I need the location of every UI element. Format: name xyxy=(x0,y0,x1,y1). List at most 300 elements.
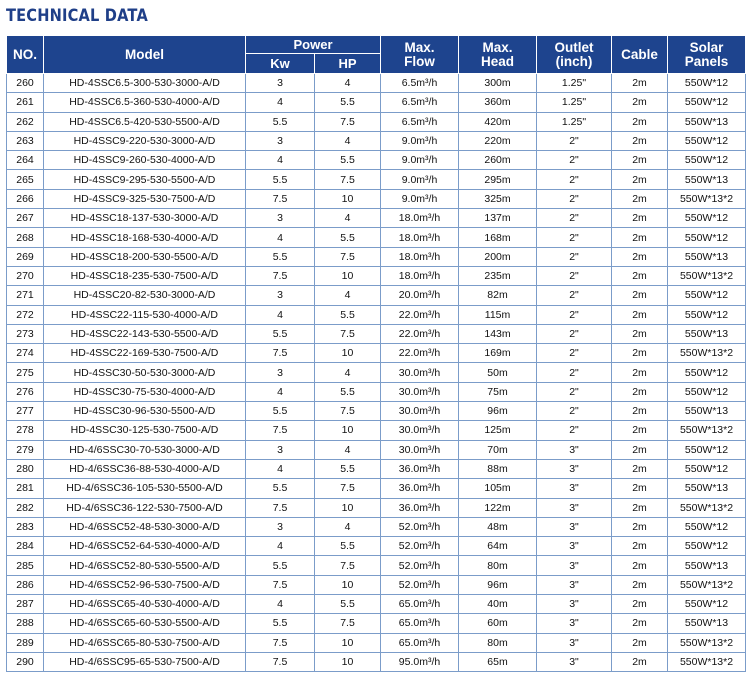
cell-model: HD-4SSC18-235-530-7500-A/D xyxy=(44,266,246,285)
cell-solar-panels: 550W*13 xyxy=(668,324,746,343)
cell-solar-panels: 550W*12 xyxy=(668,382,746,401)
cell-max-head: 65m xyxy=(459,652,537,671)
cell-max-head: 64m xyxy=(459,537,537,556)
cell-no: 281 xyxy=(7,479,44,498)
cell-no: 265 xyxy=(7,170,44,189)
cell-solar-panels: 550W*12 xyxy=(668,93,746,112)
cell-no: 285 xyxy=(7,556,44,575)
cell-no: 282 xyxy=(7,498,44,517)
cell-kw: 7.5 xyxy=(246,189,315,208)
cell-model: HD-4/6SSC95-65-530-7500-A/D xyxy=(44,652,246,671)
cell-solar-panels: 550W*13*2 xyxy=(668,344,746,363)
cell-outlet: 1.25" xyxy=(537,93,612,112)
table-row xyxy=(7,93,746,112)
cell-model: HD-4SSC18-137-530-3000-A/D xyxy=(44,209,246,228)
cell-model: HD-4/6SSC65-80-530-7500-A/D xyxy=(44,633,246,652)
cell-no: 276 xyxy=(7,382,44,401)
cell-hp: 7.5 xyxy=(315,479,381,498)
cell-max-head: 70m xyxy=(459,440,537,459)
cell-cable: 2m xyxy=(612,652,668,671)
cell-kw: 3 xyxy=(246,209,315,228)
table-row xyxy=(7,228,746,247)
cell-hp: 5.5 xyxy=(315,151,381,170)
cell-max-head: 88m xyxy=(459,459,537,478)
cell-max-flow: 65.0m³/h xyxy=(381,595,459,614)
cell-model: HD-4SSC22-143-530-5500-A/D xyxy=(44,324,246,343)
cell-kw: 3 xyxy=(246,440,315,459)
cell-model: HD-4/6SSC52-48-530-3000-A/D xyxy=(44,517,246,536)
cell-solar-panels: 550W*13 xyxy=(668,112,746,131)
cell-kw: 3 xyxy=(246,74,315,93)
col-header-outlet xyxy=(537,36,612,74)
cell-cable: 2m xyxy=(612,382,668,401)
cell-max-head: 115m xyxy=(459,305,537,324)
cell-model: HD-4SSC18-200-530-5500-A/D xyxy=(44,247,246,266)
cell-hp: 5.5 xyxy=(315,459,381,478)
cell-outlet: 3" xyxy=(537,556,612,575)
cell-max-head: 50m xyxy=(459,363,537,382)
cell-hp: 7.5 xyxy=(315,112,381,131)
cell-max-flow: 30.0m³/h xyxy=(381,402,459,421)
col-header-max-flow-line1: Max. xyxy=(404,39,435,55)
table-row xyxy=(7,498,746,517)
cell-max-flow: 9.0m³/h xyxy=(381,151,459,170)
cell-outlet: 3" xyxy=(537,633,612,652)
cell-outlet: 3" xyxy=(537,479,612,498)
col-header-outlet-line1: Outlet xyxy=(554,39,594,55)
cell-outlet: 2" xyxy=(537,247,612,266)
cell-solar-panels: 550W*13*2 xyxy=(668,652,746,671)
cell-kw: 3 xyxy=(246,363,315,382)
cell-cable: 2m xyxy=(612,459,668,478)
cell-outlet: 2" xyxy=(537,228,612,247)
cell-cable: 2m xyxy=(612,286,668,305)
cell-solar-panels: 550W*12 xyxy=(668,286,746,305)
cell-hp: 10 xyxy=(315,266,381,285)
cell-cable: 2m xyxy=(612,324,668,343)
table-row xyxy=(7,575,746,594)
cell-kw: 4 xyxy=(246,459,315,478)
cell-max-head: 48m xyxy=(459,517,537,536)
cell-hp: 10 xyxy=(315,652,381,671)
table-row xyxy=(7,131,746,150)
cell-cable: 2m xyxy=(612,517,668,536)
table-row xyxy=(7,266,746,285)
cell-kw: 5.5 xyxy=(246,402,315,421)
cell-outlet: 2" xyxy=(537,209,612,228)
col-header-hp: HP xyxy=(315,54,381,74)
cell-outlet: 3" xyxy=(537,517,612,536)
cell-model: HD-4/6SSC36-105-530-5500-A/D xyxy=(44,479,246,498)
cell-hp: 5.5 xyxy=(315,537,381,556)
cell-no: 268 xyxy=(7,228,44,247)
cell-model: HD-4/6SSC65-60-530-5500-A/D xyxy=(44,614,246,633)
cell-no: 277 xyxy=(7,402,44,421)
cell-no: 263 xyxy=(7,131,44,150)
cell-no: 272 xyxy=(7,305,44,324)
table-row xyxy=(7,614,746,633)
cell-max-flow: 9.0m³/h xyxy=(381,170,459,189)
col-header-max-flow-line2: Flow xyxy=(404,53,435,69)
cell-hp: 7.5 xyxy=(315,247,381,266)
cell-model: HD-4/6SSC65-40-530-4000-A/D xyxy=(44,595,246,614)
cell-max-flow: 95.0m³/h xyxy=(381,652,459,671)
cell-hp: 4 xyxy=(315,286,381,305)
col-header-model: Model xyxy=(44,36,246,74)
col-header-max-head-line2: Head xyxy=(481,53,515,69)
cell-max-head: 96m xyxy=(459,402,537,421)
cell-outlet: 3" xyxy=(537,498,612,517)
cell-no: 274 xyxy=(7,344,44,363)
cell-max-head: 125m xyxy=(459,421,537,440)
cell-outlet: 2" xyxy=(537,382,612,401)
cell-solar-panels: 550W*13 xyxy=(668,556,746,575)
table-body xyxy=(7,74,746,672)
cell-solar-panels: 550W*13 xyxy=(668,170,746,189)
cell-max-head: 137m xyxy=(459,209,537,228)
cell-hp: 10 xyxy=(315,344,381,363)
cell-no: 289 xyxy=(7,633,44,652)
cell-outlet: 2" xyxy=(537,131,612,150)
cell-model: HD-4SSC30-50-530-3000-A/D xyxy=(44,363,246,382)
cell-max-head: 80m xyxy=(459,633,537,652)
col-header-max-flow xyxy=(381,36,459,74)
cell-outlet: 2" xyxy=(537,421,612,440)
cell-cable: 2m xyxy=(612,247,668,266)
cell-outlet: 3" xyxy=(537,614,612,633)
table-row xyxy=(7,151,746,170)
cell-no: 267 xyxy=(7,209,44,228)
cell-no: 288 xyxy=(7,614,44,633)
cell-max-flow: 30.0m³/h xyxy=(381,363,459,382)
cell-kw: 5.5 xyxy=(246,247,315,266)
cell-no: 270 xyxy=(7,266,44,285)
cell-cable: 2m xyxy=(612,344,668,363)
cell-cable: 2m xyxy=(612,93,668,112)
cell-hp: 5.5 xyxy=(315,93,381,112)
cell-cable: 2m xyxy=(612,170,668,189)
cell-max-flow: 22.0m³/h xyxy=(381,324,459,343)
cell-max-head: 420m xyxy=(459,112,537,131)
cell-no: 286 xyxy=(7,575,44,594)
cell-outlet: 2" xyxy=(537,402,612,421)
cell-no: 279 xyxy=(7,440,44,459)
cell-max-head: 168m xyxy=(459,228,537,247)
table-row xyxy=(7,595,746,614)
cell-hp: 4 xyxy=(315,440,381,459)
col-header-power: Power xyxy=(246,36,381,54)
cell-kw: 4 xyxy=(246,93,315,112)
cell-kw: 4 xyxy=(246,595,315,614)
cell-kw: 7.5 xyxy=(246,633,315,652)
table-row xyxy=(7,537,746,556)
cell-hp: 10 xyxy=(315,189,381,208)
cell-solar-panels: 550W*13*2 xyxy=(668,189,746,208)
cell-solar-panels: 550W*13*2 xyxy=(668,421,746,440)
table-row xyxy=(7,652,746,671)
cell-kw: 5.5 xyxy=(246,479,315,498)
cell-outlet: 1.25" xyxy=(537,112,612,131)
cell-model: HD-4/6SSC36-88-530-4000-A/D xyxy=(44,459,246,478)
cell-max-head: 122m xyxy=(459,498,537,517)
cell-no: 266 xyxy=(7,189,44,208)
cell-no: 284 xyxy=(7,537,44,556)
cell-cable: 2m xyxy=(612,595,668,614)
cell-model: HD-4SSC22-169-530-7500-A/D xyxy=(44,344,246,363)
cell-kw: 7.5 xyxy=(246,344,315,363)
table-row xyxy=(7,363,746,382)
cell-hp: 7.5 xyxy=(315,614,381,633)
cell-model: HD-4SSC30-75-530-4000-A/D xyxy=(44,382,246,401)
cell-cable: 2m xyxy=(612,479,668,498)
cell-no: 273 xyxy=(7,324,44,343)
table-row xyxy=(7,402,746,421)
cell-max-head: 235m xyxy=(459,266,537,285)
cell-model: HD-4/6SSC36-122-530-7500-A/D xyxy=(44,498,246,517)
cell-max-flow: 52.0m³/h xyxy=(381,537,459,556)
cell-outlet: 3" xyxy=(537,595,612,614)
cell-max-head: 300m xyxy=(459,74,537,93)
cell-outlet: 2" xyxy=(537,324,612,343)
technical-data-table xyxy=(6,35,746,672)
cell-hp: 7.5 xyxy=(315,170,381,189)
cell-max-flow: 18.0m³/h xyxy=(381,228,459,247)
cell-cable: 2m xyxy=(612,228,668,247)
cell-hp: 7.5 xyxy=(315,402,381,421)
cell-no: 275 xyxy=(7,363,44,382)
col-header-max-head xyxy=(459,36,537,74)
cell-hp: 4 xyxy=(315,74,381,93)
table-row xyxy=(7,382,746,401)
cell-cable: 2m xyxy=(612,402,668,421)
cell-max-flow: 18.0m³/h xyxy=(381,247,459,266)
cell-max-head: 40m xyxy=(459,595,537,614)
cell-max-flow: 30.0m³/h xyxy=(381,421,459,440)
cell-outlet: 2" xyxy=(537,170,612,189)
cell-max-flow: 52.0m³/h xyxy=(381,556,459,575)
cell-hp: 5.5 xyxy=(315,595,381,614)
cell-solar-panels: 550W*12 xyxy=(668,537,746,556)
cell-hp: 4 xyxy=(315,363,381,382)
cell-model: HD-4SSC6.5-300-530-3000-A/D xyxy=(44,74,246,93)
cell-outlet: 3" xyxy=(537,652,612,671)
cell-cable: 2m xyxy=(612,131,668,150)
cell-cable: 2m xyxy=(612,209,668,228)
cell-outlet: 2" xyxy=(537,189,612,208)
cell-max-flow: 30.0m³/h xyxy=(381,440,459,459)
table-row xyxy=(7,324,746,343)
cell-hp: 5.5 xyxy=(315,305,381,324)
cell-outlet: 2" xyxy=(537,305,612,324)
cell-max-flow: 9.0m³/h xyxy=(381,189,459,208)
table-row xyxy=(7,440,746,459)
cell-hp: 7.5 xyxy=(315,556,381,575)
cell-cable: 2m xyxy=(612,112,668,131)
col-header-outlet-line2: (inch) xyxy=(555,53,593,69)
cell-model: HD-4/6SSC52-96-530-7500-A/D xyxy=(44,575,246,594)
cell-cable: 2m xyxy=(612,305,668,324)
cell-max-head: 220m xyxy=(459,131,537,150)
col-header-no: NO. xyxy=(7,36,44,74)
cell-hp: 10 xyxy=(315,575,381,594)
cell-max-flow: 18.0m³/h xyxy=(381,209,459,228)
cell-no: 260 xyxy=(7,74,44,93)
cell-no: 287 xyxy=(7,595,44,614)
cell-model: HD-4SSC6.5-420-530-5500-A/D xyxy=(44,112,246,131)
cell-max-flow: 22.0m³/h xyxy=(381,344,459,363)
page-title: TECHNICAL DATA xyxy=(6,6,148,26)
col-header-cable: Cable xyxy=(612,36,668,74)
cell-model: HD-4SSC18-168-530-4000-A/D xyxy=(44,228,246,247)
table-row xyxy=(7,421,746,440)
cell-max-flow: 22.0m³/h xyxy=(381,305,459,324)
table-row xyxy=(7,633,746,652)
table-row xyxy=(7,74,746,93)
cell-kw: 4 xyxy=(246,228,315,247)
cell-no: 278 xyxy=(7,421,44,440)
cell-cable: 2m xyxy=(612,363,668,382)
cell-no: 269 xyxy=(7,247,44,266)
cell-hp: 4 xyxy=(315,209,381,228)
cell-max-head: 143m xyxy=(459,324,537,343)
cell-max-head: 360m xyxy=(459,93,537,112)
cell-max-flow: 6.5m³/h xyxy=(381,74,459,93)
cell-model: HD-4SSC9-260-530-4000-A/D xyxy=(44,151,246,170)
cell-max-flow: 65.0m³/h xyxy=(381,633,459,652)
cell-outlet: 2" xyxy=(537,286,612,305)
table-row xyxy=(7,189,746,208)
cell-model: HD-4SSC9-295-530-5500-A/D xyxy=(44,170,246,189)
table-row xyxy=(7,479,746,498)
cell-cable: 2m xyxy=(612,498,668,517)
cell-solar-panels: 550W*12 xyxy=(668,74,746,93)
cell-model: HD-4SSC20-82-530-3000-A/D xyxy=(44,286,246,305)
cell-solar-panels: 550W*12 xyxy=(668,131,746,150)
cell-no: 283 xyxy=(7,517,44,536)
cell-solar-panels: 550W*13*2 xyxy=(668,633,746,652)
cell-solar-panels: 550W*13 xyxy=(668,247,746,266)
cell-no: 261 xyxy=(7,93,44,112)
cell-cable: 2m xyxy=(612,614,668,633)
col-header-solar-line2: Panels xyxy=(684,53,729,69)
cell-kw: 7.5 xyxy=(246,498,315,517)
col-header-kw: Kw xyxy=(246,54,315,74)
cell-max-flow: 36.0m³/h xyxy=(381,459,459,478)
cell-solar-panels: 550W*13*2 xyxy=(668,498,746,517)
cell-max-head: 105m xyxy=(459,479,537,498)
cell-cable: 2m xyxy=(612,421,668,440)
cell-max-flow: 30.0m³/h xyxy=(381,382,459,401)
cell-hp: 4 xyxy=(315,517,381,536)
cell-cable: 2m xyxy=(612,556,668,575)
cell-kw: 3 xyxy=(246,286,315,305)
cell-hp: 10 xyxy=(315,633,381,652)
cell-max-flow: 52.0m³/h xyxy=(381,575,459,594)
cell-model: HD-4SSC30-96-530-5500-A/D xyxy=(44,402,246,421)
cell-solar-panels: 550W*12 xyxy=(668,305,746,324)
cell-max-flow: 52.0m³/h xyxy=(381,517,459,536)
cell-kw: 4 xyxy=(246,151,315,170)
cell-model: HD-4/6SSC30-70-530-3000-A/D xyxy=(44,440,246,459)
cell-max-head: 325m xyxy=(459,189,537,208)
table-row xyxy=(7,209,746,228)
cell-max-flow: 36.0m³/h xyxy=(381,479,459,498)
cell-max-flow: 65.0m³/h xyxy=(381,614,459,633)
cell-max-flow: 18.0m³/h xyxy=(381,266,459,285)
cell-hp: 10 xyxy=(315,421,381,440)
cell-max-flow: 9.0m³/h xyxy=(381,131,459,150)
cell-kw: 7.5 xyxy=(246,575,315,594)
cell-max-head: 295m xyxy=(459,170,537,189)
cell-cable: 2m xyxy=(612,151,668,170)
cell-solar-panels: 550W*13 xyxy=(668,402,746,421)
cell-kw: 7.5 xyxy=(246,421,315,440)
cell-kw: 5.5 xyxy=(246,324,315,343)
cell-kw: 4 xyxy=(246,305,315,324)
cell-outlet: 3" xyxy=(537,459,612,478)
cell-cable: 2m xyxy=(612,266,668,285)
cell-solar-panels: 550W*12 xyxy=(668,228,746,247)
cell-solar-panels: 550W*12 xyxy=(668,209,746,228)
cell-kw: 3 xyxy=(246,131,315,150)
cell-kw: 7.5 xyxy=(246,266,315,285)
cell-cable: 2m xyxy=(612,189,668,208)
cell-solar-panels: 550W*12 xyxy=(668,363,746,382)
cell-max-head: 200m xyxy=(459,247,537,266)
cell-solar-panels: 550W*13*2 xyxy=(668,575,746,594)
cell-hp: 4 xyxy=(315,131,381,150)
cell-kw: 5.5 xyxy=(246,112,315,131)
cell-max-head: 80m xyxy=(459,556,537,575)
cell-max-head: 96m xyxy=(459,575,537,594)
cell-solar-panels: 550W*13*2 xyxy=(668,266,746,285)
cell-kw: 5.5 xyxy=(246,170,315,189)
cell-model: HD-4/6SSC52-80-530-5500-A/D xyxy=(44,556,246,575)
cell-max-flow: 6.5m³/h xyxy=(381,112,459,131)
cell-max-head: 75m xyxy=(459,382,537,401)
cell-max-head: 260m xyxy=(459,151,537,170)
cell-solar-panels: 550W*12 xyxy=(668,151,746,170)
cell-cable: 2m xyxy=(612,537,668,556)
cell-outlet: 1.25" xyxy=(537,74,612,93)
cell-solar-panels: 550W*12 xyxy=(668,459,746,478)
cell-solar-panels: 550W*12 xyxy=(668,440,746,459)
cell-model: HD-4/6SSC52-64-530-4000-A/D xyxy=(44,537,246,556)
cell-cable: 2m xyxy=(612,633,668,652)
col-header-solar-panels xyxy=(668,36,746,74)
cell-max-flow: 6.5m³/h xyxy=(381,93,459,112)
table-row xyxy=(7,247,746,266)
cell-cable: 2m xyxy=(612,575,668,594)
cell-solar-panels: 550W*13 xyxy=(668,614,746,633)
cell-hp: 7.5 xyxy=(315,324,381,343)
table-row xyxy=(7,170,746,189)
cell-model: HD-4SSC6.5-360-530-4000-A/D xyxy=(44,93,246,112)
cell-cable: 2m xyxy=(612,74,668,93)
cell-max-flow: 36.0m³/h xyxy=(381,498,459,517)
cell-hp: 10 xyxy=(315,498,381,517)
cell-outlet: 3" xyxy=(537,537,612,556)
cell-hp: 5.5 xyxy=(315,382,381,401)
cell-outlet: 2" xyxy=(537,344,612,363)
table-row xyxy=(7,286,746,305)
cell-cable: 2m xyxy=(612,440,668,459)
cell-no: 262 xyxy=(7,112,44,131)
cell-max-head: 169m xyxy=(459,344,537,363)
cell-kw: 4 xyxy=(246,382,315,401)
cell-kw: 4 xyxy=(246,537,315,556)
cell-solar-panels: 550W*13 xyxy=(668,479,746,498)
